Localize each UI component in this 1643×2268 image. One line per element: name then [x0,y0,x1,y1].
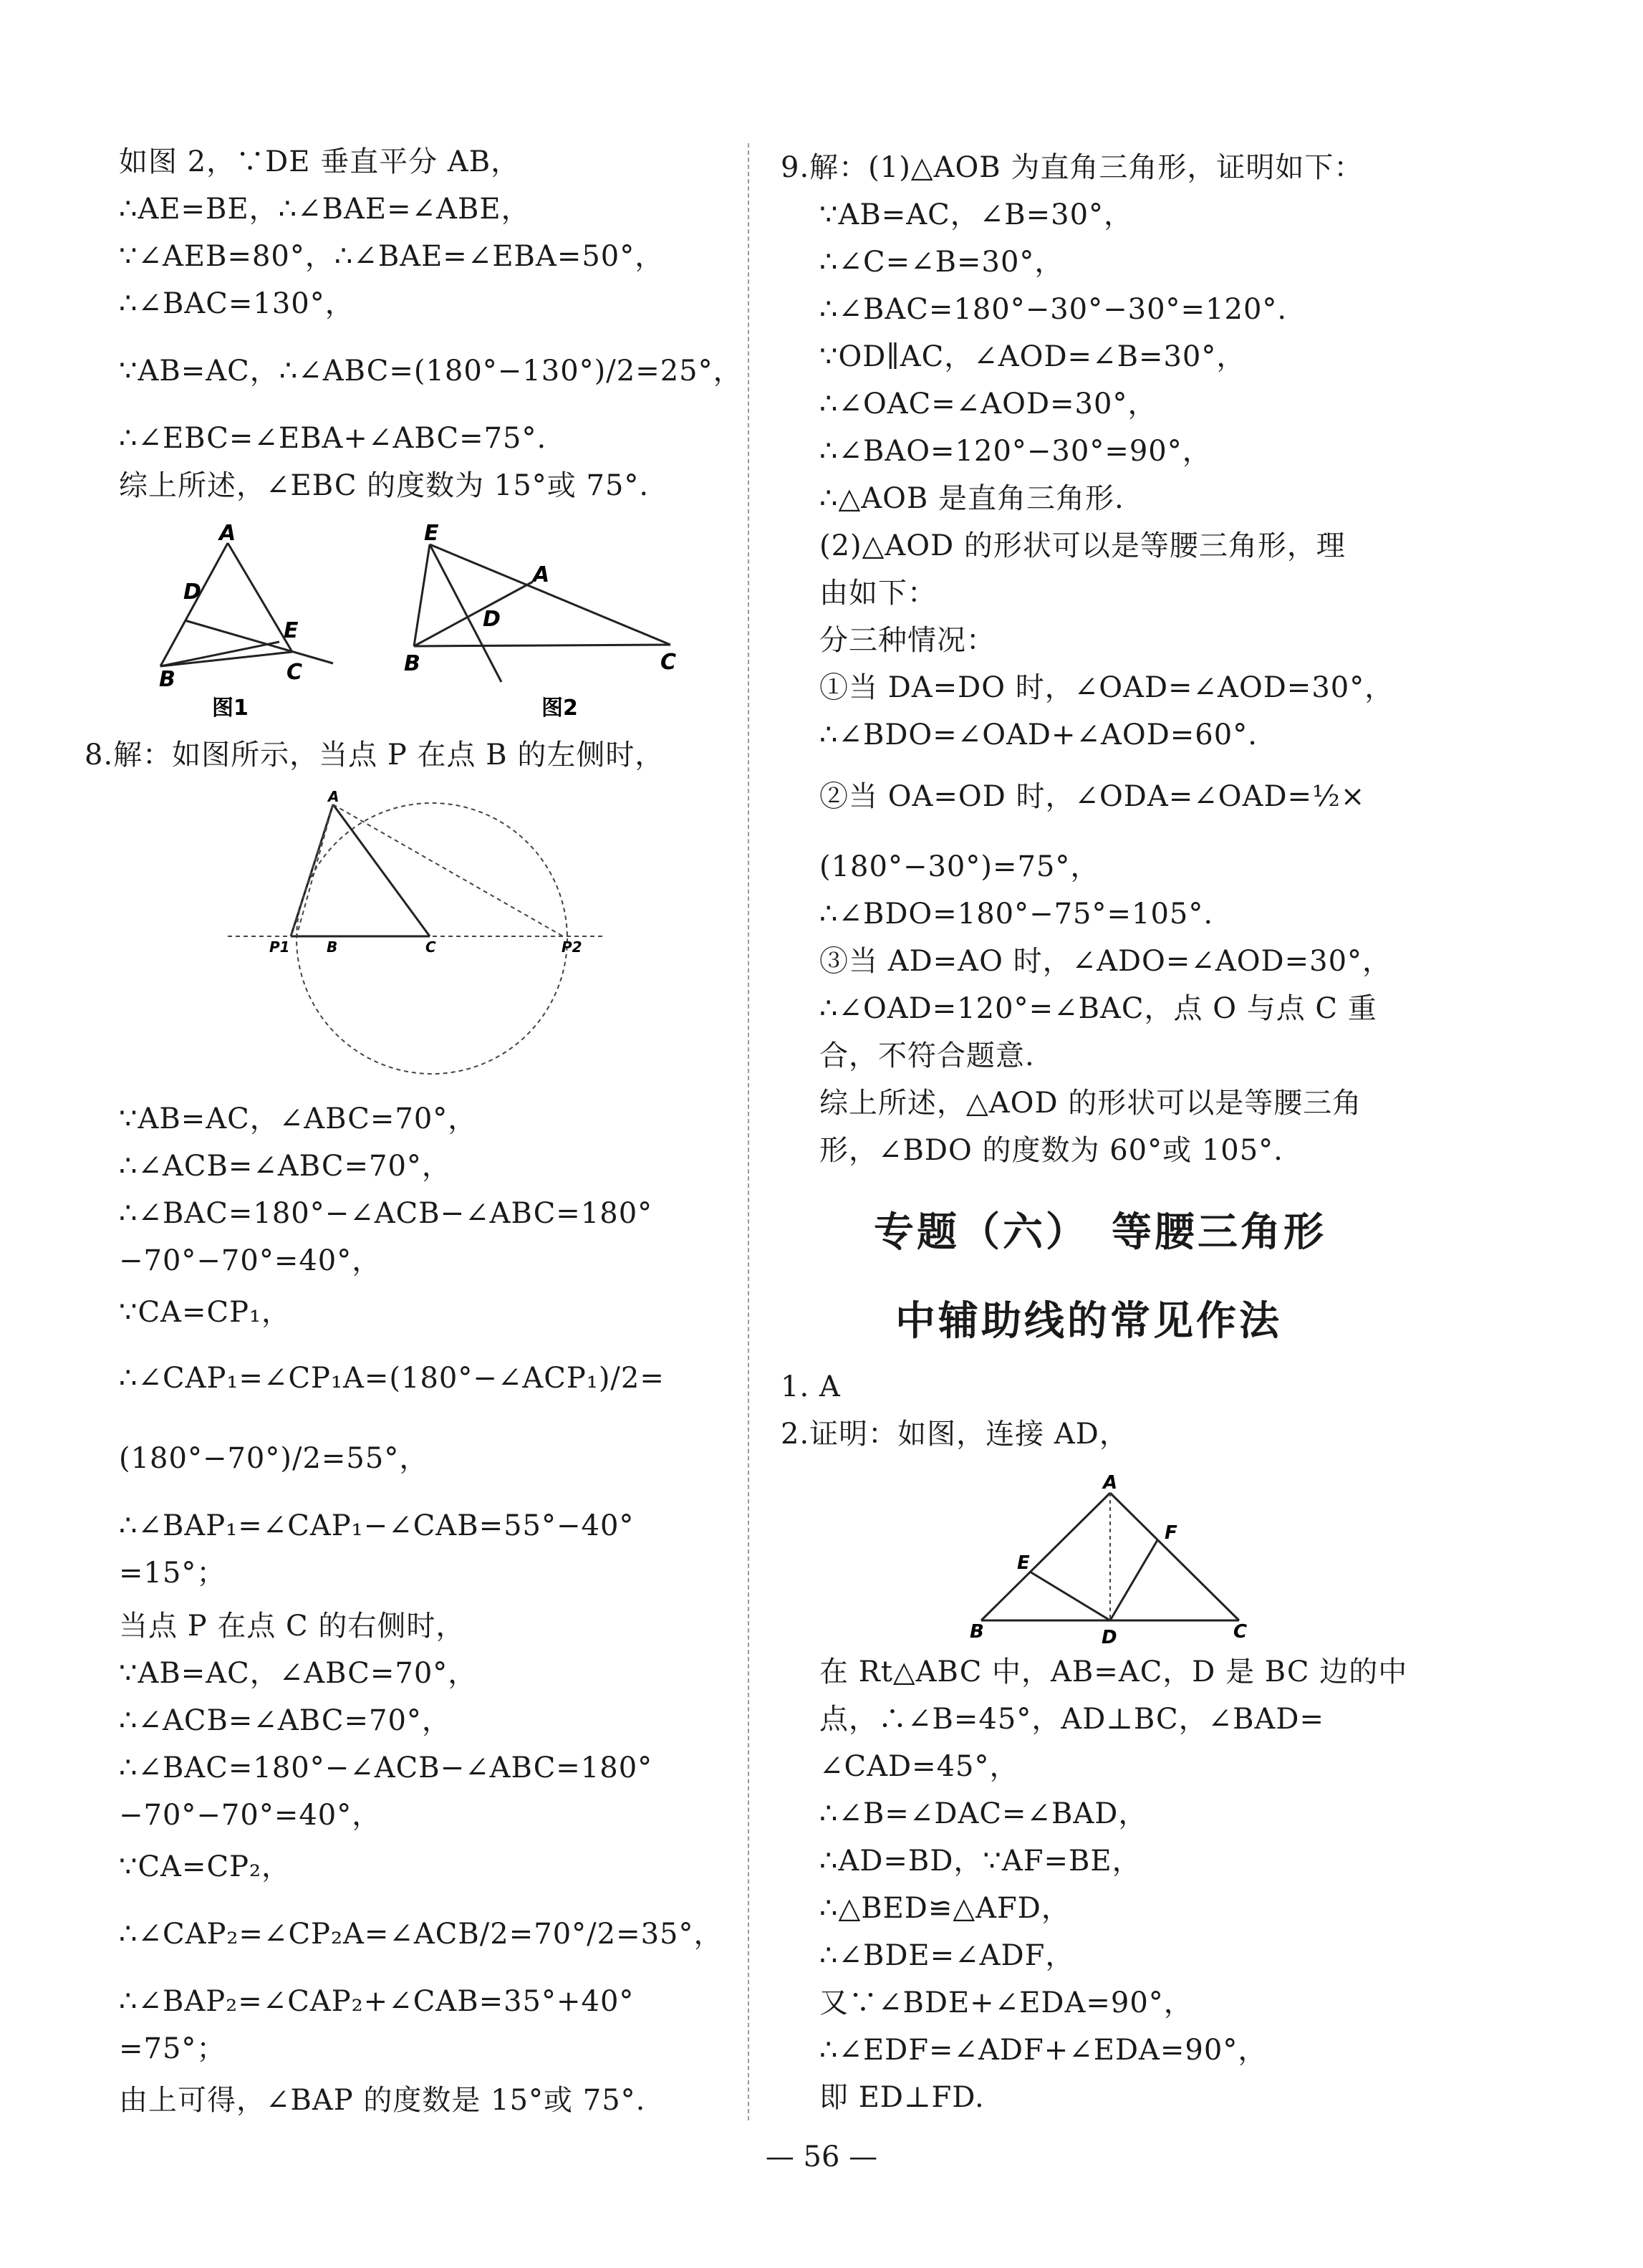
q7-line-5: ∵AB=AC，∴∠ABC=(180°−130°)/2=25°， [119,355,743,388]
a2-line-1: 在 Rt△ABC 中，AB=AC，D 是 BC 边的中 [819,1656,1408,1688]
a2-line-9: ∴∠EDF=∠ADF+∠EDA=90°， [819,2034,1268,2067]
q9-line-14: ②当 OA=OD 时，∠ODA=∠OAD=½× [819,780,1366,813]
fig2-label-c: C [660,650,677,675]
q9-line-16: ∴∠BDO=180°−75°=105°. [819,898,1214,931]
a2-line-2: 点，∴∠B=45°，AD⊥BC，∠BAD= [819,1703,1325,1736]
q8-line-17: ∴∠BAP₂=∠CAP₂+∠CAB=35°+40° [119,1985,635,2018]
q8-line-7: (180°−70°)/2=55°， [119,1442,429,1475]
fig3-label-e: E [1017,1552,1030,1574]
fig2-label-a: A [533,562,550,587]
q7-line-3: ∵∠AEB=80°，∴∠BAE=∠EBA=50°， [119,240,665,273]
fig3-label-f: F [1165,1522,1177,1544]
q8-line-5: ∵CA=CP₁， [119,1296,292,1329]
q8-line-19: 由上可得，∠BAP 的度数是 15°或 75°. [119,2084,646,2117]
circle-label-p1: P1 [269,938,290,956]
q8-line-8: ∴∠BAP₁=∠CAP₁−∠CAB=55°−40° [119,1509,635,1542]
q8-line-1: ∵AB=AC，∠ABC=70°， [119,1102,478,1135]
q8-line-9: =15°； [119,1557,226,1590]
q8-line-14: −70°−70°=40°， [119,1799,382,1832]
q9-line-4: ∴∠BAC=180°−30°−30°=120°. [819,293,1288,326]
q9-line-3: ∴∠C=∠B=30°， [819,246,1064,279]
fig1-caption: 图1 [212,696,249,721]
figure-3 [967,1469,1253,1648]
q8-intro: 8.解：如图所示，当点 P 在点 B 的左侧时， [85,739,665,772]
fig1-label-a: A [219,523,236,546]
fig2-label-b: B [404,651,420,676]
q9-line-13: ∴∠BDO=∠OAD+∠AOD=60°. [819,719,1258,751]
q8-line-18: =75°； [119,2032,226,2065]
q7-line-1: 如图 2，∵DE 垂直平分 AB， [119,145,521,178]
q9-line-18: ∴∠OAD=120°=∠BAC，点 O 与点 C 重 [819,992,1377,1025]
fig2-caption: 图2 [541,696,578,721]
q7-line-2: ∴AE=BE，∴∠BAE=∠ABE， [119,193,531,226]
answer-2-intro: 2.证明：如图，连接 AD， [781,1418,1129,1451]
column-divider [748,143,749,2120]
a2-line-4: ∴∠B=∠DAC=∠BAD， [819,1797,1148,1830]
fig3-label-c: C [1233,1621,1248,1643]
fig1-label-c: C [286,660,303,685]
figure-1 [159,523,333,721]
fig3-label-d: D [1102,1627,1117,1648]
q8-line-4: −70°−70°=40°， [119,1244,382,1277]
circle-label-p2: P2 [562,938,582,956]
q8-line-13: ∴∠BAC=180°−∠ACB−∠ABC=180° [119,1752,653,1784]
section-heading-2: 中辅助线的常见作法 [895,1298,1282,1345]
figures-1-2 [143,523,716,731]
fig3-label-a: A [1103,1472,1118,1494]
page-number: — 56 — [765,2140,878,2173]
q8-line-11: ∵AB=AC，∠ABC=70°， [119,1657,478,1690]
fig1-label-e: E [284,618,299,643]
fig3-label-b: B [970,1621,984,1643]
q8-line-15: ∵CA=CP₂， [119,1850,292,1883]
fig2-label-d: D [483,607,501,632]
a2-line-8: 又∵∠BDE+∠EDA=90°， [819,1986,1193,2019]
q9-line-2: ∵AB=AC，∠B=30°， [819,198,1134,231]
q8-line-10: 当点 P 在点 C 的右侧时， [119,1610,466,1643]
q9-line-7: ∴∠BAO=120°−30°=90°， [819,435,1212,468]
q9-line-19: 合，不符合题意. [819,1039,1035,1072]
q9-line-21: 形，∠BDO 的度数为 60°或 105°. [819,1134,1283,1167]
circle-label-a: A [328,788,339,805]
answer-1: 1. A [781,1370,841,1403]
q7-line-7: 综上所述，∠EBC 的度数为 15°或 75°. [119,469,650,502]
q9-line-12: ①当 DA=DO 时，∠OAD=∠AOD=30°， [819,671,1394,704]
q9-line-15: (180°−30°)=75°， [819,850,1100,883]
q9-line-1: 9.解：(1)△AOB 为直角三角形，证明如下： [781,151,1364,184]
q9-line-11: 分三种情况： [819,624,996,657]
q9-line-17: ③当 AD=AO 时，∠ADO=∠AOD=30°， [819,945,1392,978]
q9-line-5: ∵OD∥AC，∠AOD=∠B=30°， [819,340,1246,373]
q7-line-6: ∴∠EBC=∠EBA+∠ABC=75°. [119,422,547,455]
fig1-label-b: B [159,667,175,692]
circle-label-b: B [327,938,338,956]
circle-figure [222,784,623,1085]
q9-line-20: 综上所述，△AOD 的形状可以是等腰三角 [819,1087,1362,1120]
q9-line-8: ∴△AOB 是直角三角形. [819,482,1124,515]
section-heading-1: 专题（六） 等腰三角形 [874,1209,1326,1256]
q7-line-4: ∴∠BAC=130°， [119,287,355,320]
q9-line-10: 由如下： [819,577,937,610]
q8-line-12: ∴∠ACB=∠ABC=70°， [119,1704,451,1737]
a2-line-5: ∴AD=BD，∵AF=BE， [819,1845,1142,1878]
fig1-label-d: D [183,580,201,605]
circle-label-c: C [425,938,436,956]
a2-line-7: ∴∠BDE=∠ADF， [819,1939,1075,1972]
a2-line-3: ∠CAD=45°， [819,1750,1019,1783]
q8-line-16: ∴∠CAP₂=∠CP₂A=∠ACB/2=70°/2=35°， [119,1918,723,1951]
q8-line-6: ∴∠CAP₁=∠CP₁A=(180°−∠ACP₁)/2= [119,1362,665,1395]
fig2-label-e: E [424,523,439,546]
q9-line-9: (2)△AOD 的形状可以是等腰三角形，理 [819,529,1346,562]
q8-line-3: ∴∠BAC=180°−∠ACB−∠ABC=180° [119,1197,653,1230]
a2-line-6: ∴△BED≌△AFD， [819,1892,1071,1925]
figure-2 [404,523,676,721]
q9-line-6: ∴∠OAC=∠AOD=30°， [819,388,1157,421]
q8-line-2: ∴∠ACB=∠ABC=70°， [119,1150,451,1183]
a2-line-10: 即 ED⊥FD. [819,2081,985,2114]
